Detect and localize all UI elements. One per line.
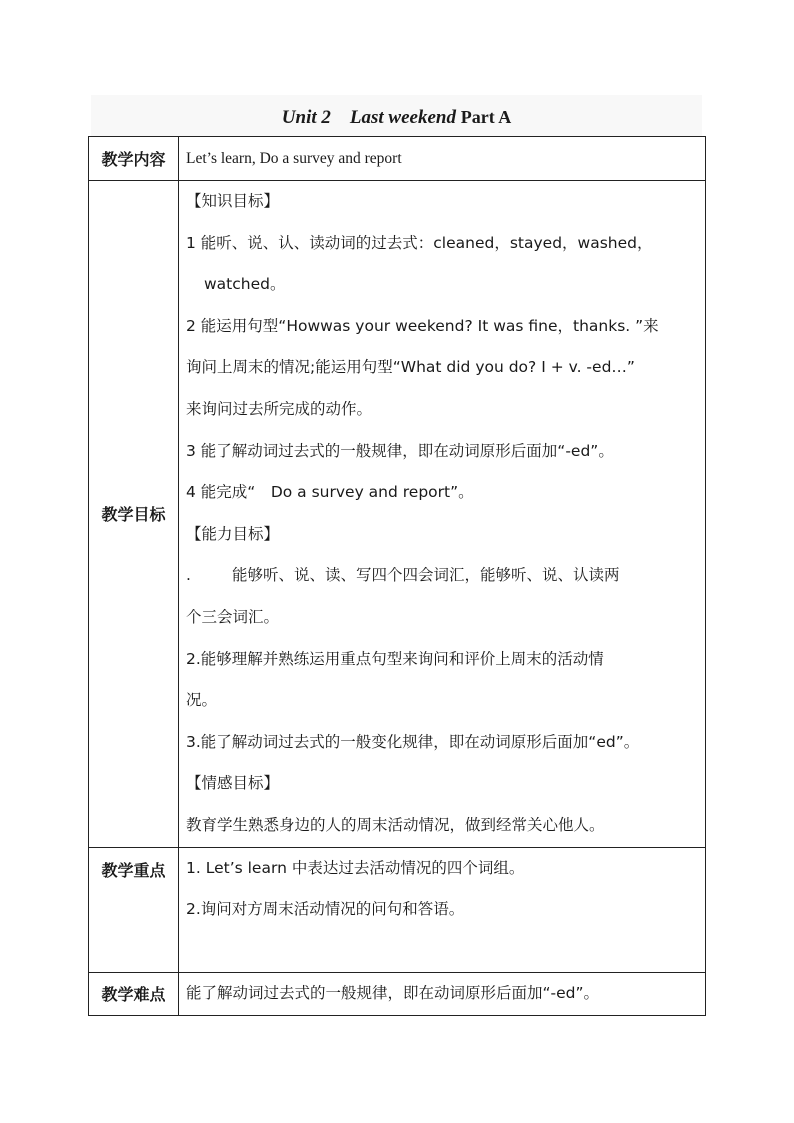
ability-item-1-mark: .: [186, 566, 191, 585]
table-row-key-points: [89, 847, 706, 972]
emotion-item-1: 教育学生熟悉身边的人的周末活动情况，做到经常关心他人。: [186, 815, 605, 834]
knowledge-item-2a: 2 能运用句型“Howwas your weekend? It was fine，thanks. ”来: [186, 316, 659, 335]
knowledge-heading: 【知识目标】: [186, 192, 280, 210]
title-part: Part A: [460, 107, 512, 127]
ability-item-1b: 个三会词汇。: [186, 607, 280, 626]
content-text: Let’s learn, Do a survey and report: [179, 137, 706, 181]
ability-item-1a-text: 能够听、说、读、写四个四会词汇，能够听、说、认读两: [232, 566, 620, 585]
label-content: 教学内容: [89, 137, 179, 181]
key-point-2: 2.询问对方周末活动情况的问句和答语。: [186, 900, 465, 919]
objectives-cell: [179, 181, 706, 848]
ability-heading: 【能力目标】: [186, 524, 280, 543]
ability-item-2b: 况。: [186, 691, 218, 710]
ability-item-1a: [186, 555, 701, 597]
lesson-plan-table: [88, 136, 706, 1016]
table-row-objectives: [89, 181, 706, 848]
label-difficulties: 教学难点: [89, 972, 179, 1015]
knowledge-item-4: 4 能完成“ Do a survey and report”。: [186, 483, 474, 502]
title-lesson-name: Last weekend: [349, 107, 456, 128]
label-objectives: 教学目标: [89, 181, 179, 848]
key-point-1: 1. Let’s learn 中表达过去活动情况的四个词组。: [186, 858, 525, 877]
knowledge-item-3: 3 能了解动词过去式的一般规律，即在动词原形后面加“-ed”。: [186, 441, 614, 460]
ability-item-3: 3.能了解动词过去式的一般变化规律，即在动词原形后面加“ed”。: [186, 732, 640, 751]
title-unit: Unit 2: [281, 107, 331, 128]
knowledge-item-2c: 来询问过去所完成的动作。: [186, 399, 373, 418]
knowledge-item-1a: 1 能听、说、认、读动词的过去式：cleaned，stayed，washed，: [186, 233, 653, 252]
emotion-heading: 【情感目标】: [186, 774, 280, 793]
label-key-points: 教学重点: [89, 847, 179, 972]
difficulties-cell: [179, 972, 706, 1015]
table-row-difficulties: [89, 972, 706, 1015]
page-title: [91, 95, 702, 136]
table-row-content: [89, 137, 706, 181]
difficulty-1: 能了解动词过去式的一般规律，即在动词原形后面加“-ed”。: [186, 983, 600, 1002]
ability-item-2a: 2.能够理解并熟练运用重点句型来询问和评价上周末的活动情: [186, 649, 604, 668]
knowledge-item-2b: 询问上周末的情况;能运用句型“What did you do? I + v. -ed…”: [186, 358, 635, 377]
key-points-cell: [179, 847, 706, 972]
knowledge-item-1b: watched。: [204, 275, 286, 294]
